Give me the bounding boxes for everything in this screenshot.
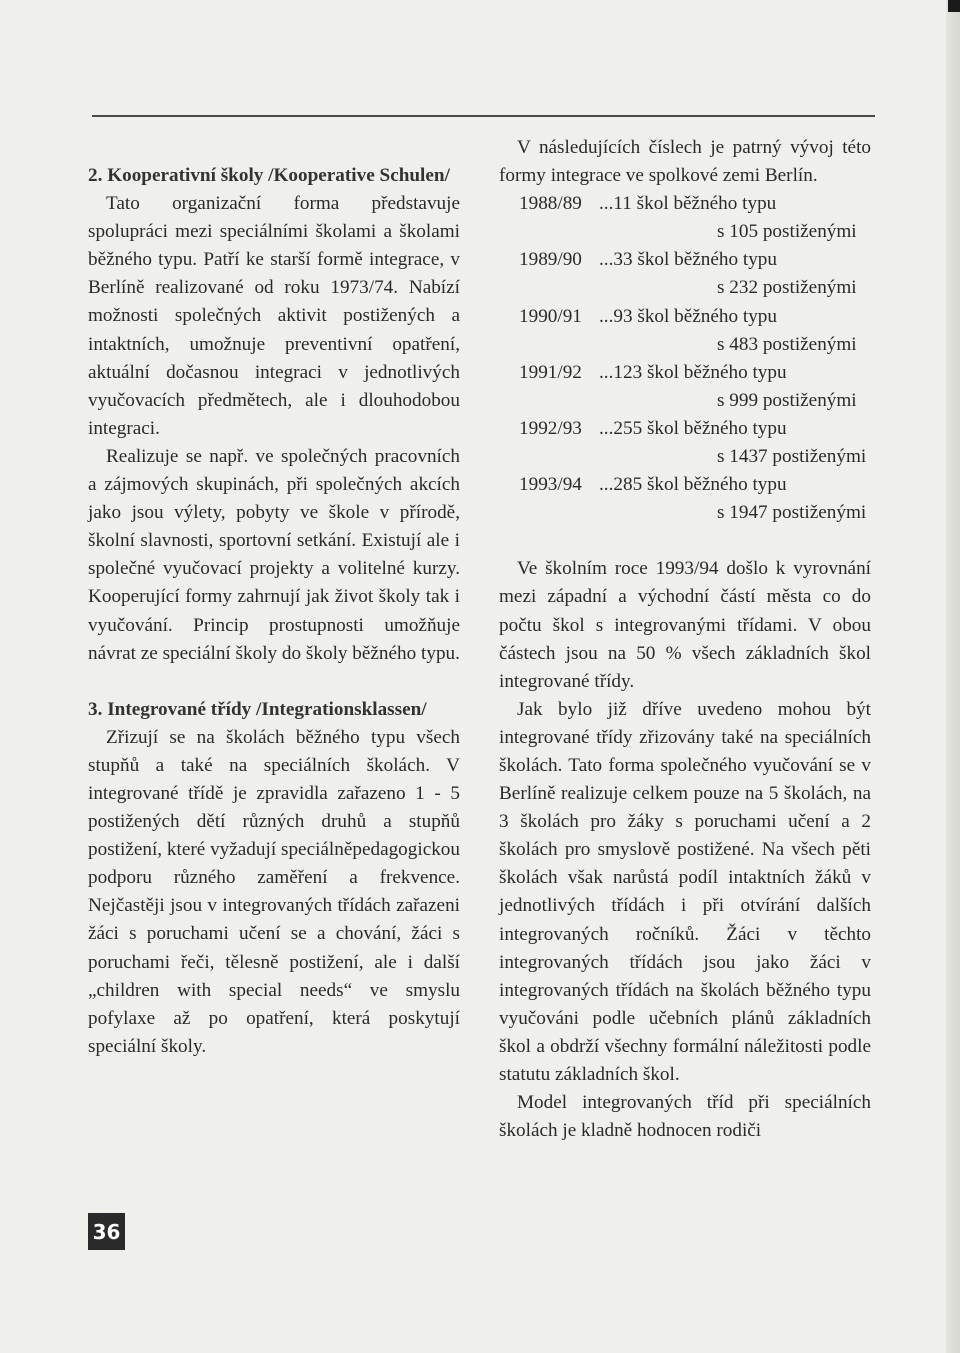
stat-year: 1991/92 xyxy=(519,361,582,383)
stat-pupils: s 105 postiženými xyxy=(717,221,857,243)
stat-entry xyxy=(519,415,871,471)
paragraph: Jak bylo již dříve uvedeno mohou být integrované třídy zřizovány také na speciálních školách. Tato forma společného vyučování se v Berlíně realizuje celkem pouze na 5 školách, na 3 školách pro žáky s poruchami učení a 2 školách pro smyslově postižené. Na všech pěti školách však narůstá podíl intaktních žáků v jednotlivých třídách i při otvírání dalších integrovaných ročníků. Žáci v těchto integrovaných třídách jsou jako žáci v integrovaných třídách na školách běžného typu vyučováni podle učebních plánů základních škol a obdrží všechny formální náležitosti podle statutu základních škol. xyxy=(499,698,871,1085)
stat-pupils: s 999 postiženými xyxy=(717,389,857,411)
stat-schools: ...33 škol běžného typu xyxy=(599,249,777,271)
stat-pupils: s 1437 postiženými xyxy=(717,446,867,468)
top-rule xyxy=(92,115,875,117)
paragraph-intro: V následujících číslech je patrný vývoj této formy integrace ve spolkové zemi Berlín. xyxy=(499,137,871,187)
paragraph: Zřizují se na školách běžného typu všech stupňů a také na speciálních školách. V integrované třídě je zpravidla zařazeno 1 - 5 postižených dětí různých druhů a stupňů postižení, které vyžadují speciálněpedagogickou podporu různého zaměření a frekvence. Nejčastěji jsou v integrovaných třídách zařazeni žáci s poruchami učení se a chování, žáci s poruchami řeči, tělesně postižení, ale i další „children with special needs“ ve smyslu pofylaxe až po opatření, která poskytují speciální školy. xyxy=(88,726,460,1057)
stat-entry xyxy=(519,359,871,415)
heading-kooperativni-skoly: 2. Kooperativní školy /Kooperative Schulen/ xyxy=(88,165,450,186)
left-column xyxy=(88,134,460,1061)
stat-entry xyxy=(519,303,871,359)
paragraph: Ve školním roce 1993/94 došlo k vyrovnání mezi západní a východní částí města co do počtu škol s integrovanými třídami. V obou částech jsou na 50 % všech základních škol integrované třídy. xyxy=(499,558,871,692)
paragraph: Model integrovaných tříd při speciálních školách je kladně hodnocen rodiči xyxy=(499,1092,871,1142)
stat-year: 1992/93 xyxy=(519,417,582,439)
corner-mark xyxy=(948,0,960,12)
statistics-list xyxy=(519,190,871,527)
paragraph: Realizuje se např. ve společných pracovních a zájmových skupinách, při společných akcích jako jsou výlety, pobyty ve škole v přírodě, školní slavnosti, sportovní setkání. Existují ale i společné vyučovací projekty a volitelné kurzy. Kooperující formy zahrnují jak život školy tak i vyučování. Princip prostupnosti umožňuje návrat ze speciální školy do školy běžného typu. xyxy=(88,445,460,664)
stat-entry xyxy=(519,471,871,527)
page-edge xyxy=(946,0,960,1353)
spacer xyxy=(499,527,871,555)
stat-pupils: s 483 postiženými xyxy=(717,333,857,355)
right-column xyxy=(499,134,871,1145)
stat-schools: ...255 škol běžného typu xyxy=(599,417,787,439)
stat-schools: ...285 škol běžného typu xyxy=(599,474,787,496)
stat-year: 1993/94 xyxy=(519,474,582,496)
heading-integrovane-tridy: 3. Integrované třídy /Integrationsklassen/ xyxy=(88,698,427,720)
stat-year: 1988/89 xyxy=(519,193,582,215)
stat-schools: ...93 škol běžného typu xyxy=(599,305,777,327)
stat-schools: ...11 škol běžného typu xyxy=(599,193,777,215)
stat-pupils: s 232 postiženými xyxy=(717,277,857,299)
page-number: 36 xyxy=(88,1213,125,1250)
stat-entry xyxy=(519,190,871,246)
stat-year: 1990/91 xyxy=(519,305,582,327)
stat-schools: ...123 škol běžného typu xyxy=(599,361,787,383)
stat-entry xyxy=(519,246,871,302)
stat-pupils: s 1947 postiženými xyxy=(717,502,867,524)
stat-year: 1989/90 xyxy=(519,249,582,271)
paragraph: Tato organizační forma představuje spolupráci mezi speciálními školami a školami běžného typu. Patří ke starší formě integrace, v Berlíně realizované od roku 1973/74. Nabízí možnosti společných aktivit postižených a intaktních, umožnuje preventivní opatření, aktuální dočasnou integraci v jednotlivých vyučovacích předmětech, ale i dlouhodobou integraci. xyxy=(88,193,460,439)
